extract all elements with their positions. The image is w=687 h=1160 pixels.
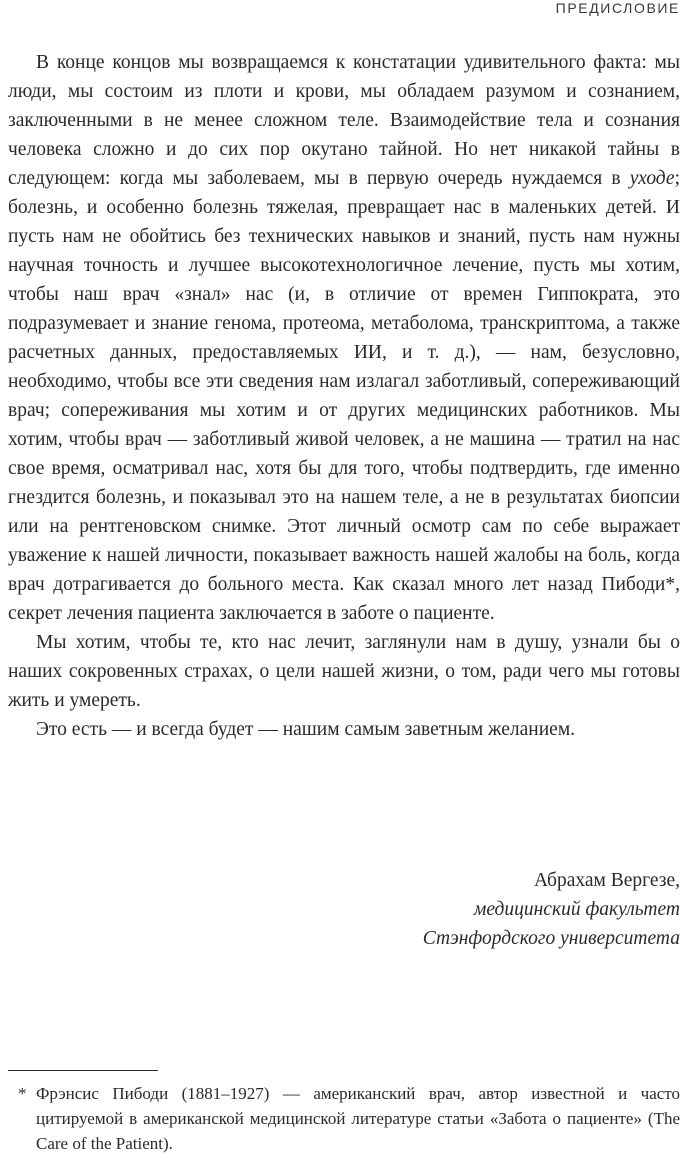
footnote-marker: *	[18, 1084, 27, 1103]
paragraph-2: Мы хотим, чтобы те, кто нас лечит, заглянули нам в душу, узнали бы о наших сокровенных страхах, о цели нашей жизни, о том, ради чего мы готовы жить и умереть.	[8, 632, 680, 711]
paragraph-1-part-a: В конце концов мы возвращаемся к констатации удивительного факта: мы люди, мы состоим из плоти и крови, мы обладаем разумом и сознанием, заключенными в не менее сложном теле. Взаимодействие тела и сознания человека сложно и до сих пор окутано тайной. Но нет никакой тайны в следующем: когда мы заболеваем, мы в первую очередь нуждаемся в	[8, 52, 680, 189]
signature-role-line-1: медицинский факультет	[473, 899, 680, 920]
footnote-text: Фрэнсис Пибоди (1881–1927) — американский врач, автор известной и часто цитируемой в американской медицинской литературе статьи «Забота о пациенте» (The Care of the Patient).	[36, 1084, 680, 1153]
main-text	[8, 48, 680, 744]
paragraph-1	[8, 48, 680, 628]
footnote	[8, 1081, 680, 1156]
signature-role-line-2: Стэнфордского университета	[422, 928, 680, 949]
signature-name: Абрахам Вергезе,	[533, 870, 680, 891]
paragraph-1-part-b: ; болезнь, и особенно болезнь тяжелая, превращает нас в маленьких детей. И пусть нам не обойтись без технических навыков и знаний, пусть нам нужны научная точность и лучшее высокотехнологичное лечение, пусть мы хотим, чтобы наш врач «знал» нас (и, в отличие от времен Гиппократа, это подразумевает и знание генома, протеома, метаболома, транскриптома, а также расчетных данных, предоставляемых ИИ, и т. д.), — нам, безусловно, необходимо, чтобы все эти сведения нам излагал заботливый, сопереживающий врач; сопереживания мы хотим и от других медицинских работников. Мы хотим, чтобы врач — заботливый живой человек, а не машина — тратил на нас свое время, осматривал нас, хотя бы для того, чтобы подтвердить, где именно гнездится болезнь, и показывал это на нашем теле, а не в результатах биопсии или на рентгеновском снимке. Этот личный осмотр сам по себе выражает уважение к нашей личности, показывает важность нашей жалобы на боль, когда врач дотрагивается до больного места. Как сказал много лет назад Пибоди*, секрет лечения пациента заключается в заботе о пациенте.	[8, 168, 680, 624]
footnote-divider	[8, 1070, 158, 1071]
paragraph-3: Это есть — и всегда будет — нашим самым заветным желанием.	[36, 719, 576, 740]
running-head: ПРЕДИСЛОВИЕ	[555, 0, 680, 16]
signature-block	[423, 866, 680, 953]
emphasis-care: уходе	[629, 168, 675, 189]
